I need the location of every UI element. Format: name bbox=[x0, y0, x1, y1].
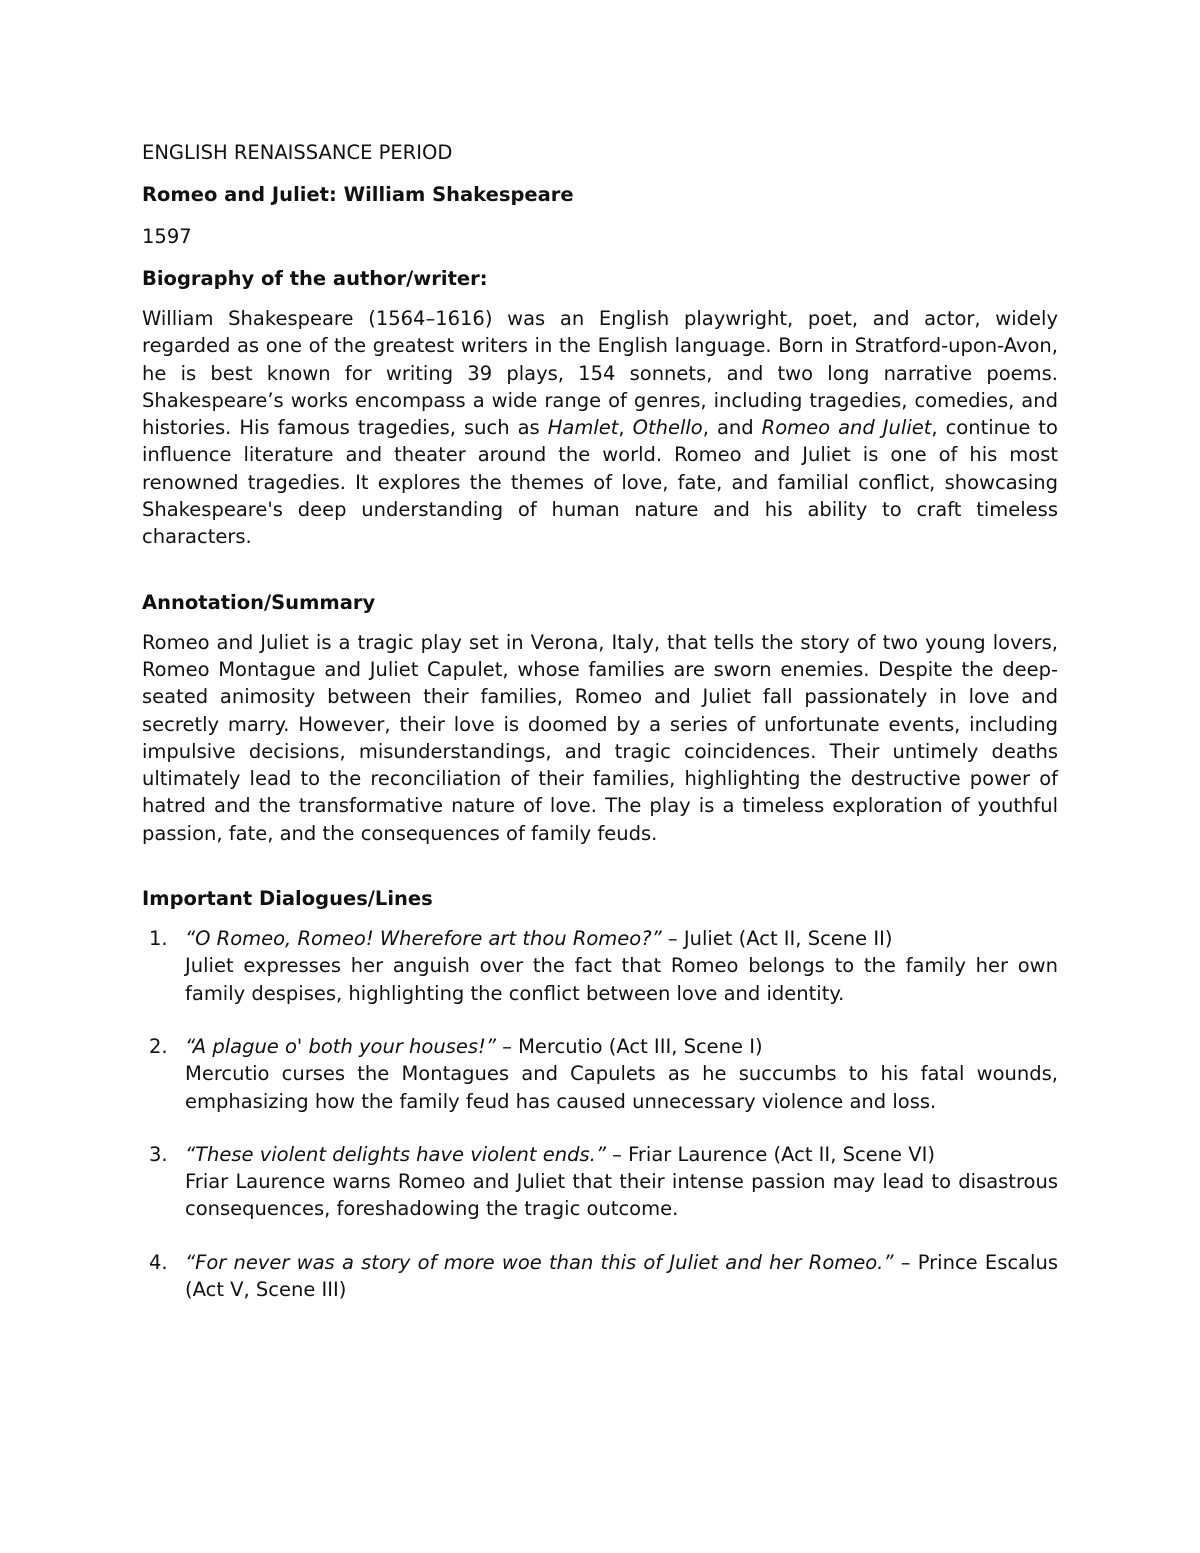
biography-paragraph bbox=[142, 305, 1058, 551]
dialogue-number: 2. bbox=[149, 1034, 168, 1058]
play-title: Romeo and Juliet: William Shakespeare bbox=[142, 183, 574, 206]
dialogue-quote: “For never was a story of more woe than this of Juliet and her Romeo.” bbox=[185, 1250, 894, 1274]
biography-heading: Biography of the author/writer: bbox=[142, 267, 488, 290]
dialogue-item bbox=[142, 1033, 1058, 1115]
dialogue-item bbox=[142, 1249, 1058, 1304]
summary-paragraph: Romeo and Juliet is a tragic play set in Verona, Italy, that tells the story of two young lovers, Romeo Montague and Juliet Capulet, whose families are sworn enemies. Despite the deep-seated animosity between their families, Romeo and Juliet fall passionately in love and secretly marry. However, their love is doomed by a series of unfortunate events, including impulsive decisions, misunderstandings, and tragic coincidences. Their untimely deaths ultimately lead to the reconciliation of their families, highlighting the destructive power of hatred and the transformative nature of love. The play is a timeless exploration of youthful passion, fate, and the consequences of family feuds. bbox=[142, 630, 1058, 845]
summary-heading: Annotation/Summary bbox=[142, 590, 376, 614]
dialogue-explanation: Friar Laurence warns Romeo and Juliet that their intense passion may lead to disastrous consequences, foreshadowing the tragic outcome. bbox=[185, 1170, 1058, 1221]
period-title: ENGLISH RENAISSANCE PERIOD bbox=[142, 141, 453, 164]
dialogue-quote: “These violent delights have violent ends.” bbox=[185, 1142, 606, 1166]
dialogue-item bbox=[142, 1141, 1058, 1223]
work-title-othello: Othello bbox=[632, 416, 703, 440]
biography-text-part-1: William Shakespeare (1564–1616) was an English playwright, poet, and actor, widely regarded as one of the greatest writers in the English language. Born in Stratford-upon-Avon, he is best known for writing 39 plays, 154 sonnets, and two long narrative poems. Shakespeare’s works encompass a wide range of genres, including tragedies, comedies, and histories. His famous tragedies, such as bbox=[142, 307, 1058, 440]
dialogue-item bbox=[142, 925, 1058, 1007]
dialogue-quote: “O Romeo, Romeo! Wherefore art thou Romeo?” bbox=[185, 927, 662, 951]
dialogue-number: 3. bbox=[149, 1142, 168, 1166]
dialogue-number: 4. bbox=[149, 1250, 168, 1274]
play-year: 1597 bbox=[142, 225, 192, 248]
dialogues-heading: Important Dialogues/Lines bbox=[142, 887, 433, 911]
dialogue-attribution: – Juliet (Act II, Scene II) bbox=[661, 927, 893, 951]
dialogue-attribution: – Prince Escalus (Act V, Scene III) bbox=[185, 1250, 1058, 1302]
dialogues-list bbox=[142, 925, 1058, 1303]
dialogue-explanation: Juliet expresses her anguish over the fact that Romeo belongs to the family her own family despises, highlighting the conflict between love and identity. bbox=[185, 954, 1058, 1005]
document-page bbox=[142, 138, 1058, 1329]
dialogue-attribution: – Friar Laurence (Act II, Scene VI) bbox=[605, 1142, 935, 1166]
work-title-romeo-and-juliet: Romeo and Juliet bbox=[761, 416, 932, 440]
biography-separator-2: , and bbox=[702, 416, 762, 440]
biography-text-part-2: , continue to influence literature and theater around the world. Romeo and Juliet is one of his most renowned tragedies. It explores the themes of love, fate, and familial conflict, showcasing Shakespeare's deep understanding of human nature and his ability to craft timeless characters. bbox=[142, 416, 1058, 549]
dialogue-number: 1. bbox=[149, 927, 168, 951]
biography-separator-1: , bbox=[618, 416, 633, 440]
dialogue-quote: “A plague o' both your houses!” bbox=[185, 1034, 496, 1058]
dialogue-explanation: Mercutio curses the Montagues and Capulets as he succumbs to his fatal wounds, emphasizing how the family feud has caused unnecessary violence and loss. bbox=[185, 1062, 1058, 1113]
dialogue-attribution: – Mercutio (Act III, Scene I) bbox=[495, 1034, 763, 1058]
work-title-hamlet: Hamlet bbox=[547, 416, 619, 440]
